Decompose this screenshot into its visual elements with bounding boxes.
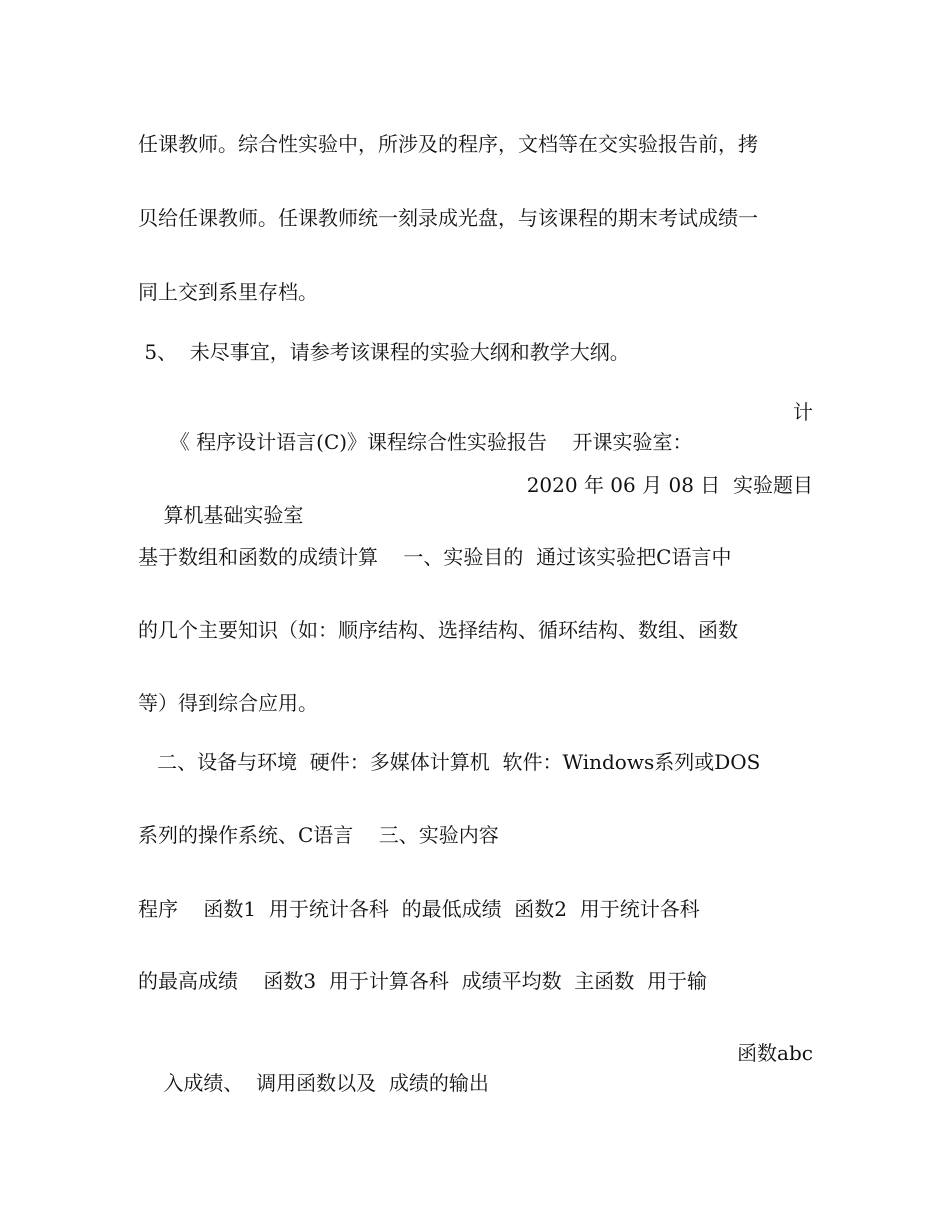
text-line: 基于数组和函数的成绩计算 一、实验目的 通过该实验把C语言中 [138, 545, 732, 569]
lab-name: 算机基础实验室 [163, 503, 304, 527]
section-equipment: 二、设备与环境 硬件：多媒体计算机 软件：Windows系列或DOS [138, 750, 761, 774]
text-line: 的几个主要知识（如：顺序结构、选择结构、循环结构、数组、函数 [138, 618, 738, 642]
text-line: 贝给任课教师。任课教师统一刻录成光盘，与该课程的期末考试成绩一 [138, 206, 758, 230]
function-abc-label: 函数abc [737, 1041, 813, 1065]
text-line: 程序 函数1 用于统计各科 的最低成绩 函数2 用于统计各科 [138, 897, 700, 921]
numbered-item-5: 5、 未尽事宜，请参考该课程的实验大纲和教学大纲。 [138, 340, 630, 364]
text-line: 的最高成绩 函数3 用于计算各科 成绩平均数 主函数 用于输 [138, 969, 708, 993]
lab-name-start: 计 [793, 400, 813, 424]
report-title-line [138, 397, 813, 454]
text-line: 同上交到系里存档。 [138, 280, 318, 304]
text-line [138, 1038, 813, 1095]
lab-date-line [138, 470, 813, 527]
text-line: 等）得到综合应用。 [138, 691, 318, 715]
report-date: 2020 年 06 月 08 日 实验题目 [526, 473, 813, 497]
text-line: 任课教师。综合性实验中，所涉及的程序，文档等在交实验报告前，拷 [138, 132, 758, 156]
text-line: 系列的操作系统、C语言 三、实验内容 [138, 823, 499, 847]
text-segment: 入成绩、 调用函数以及 成绩的输出 [163, 1071, 489, 1095]
report-title: 《 程序设计语言(C)》课程综合性实验报告 开课实验室： [163, 430, 693, 454]
